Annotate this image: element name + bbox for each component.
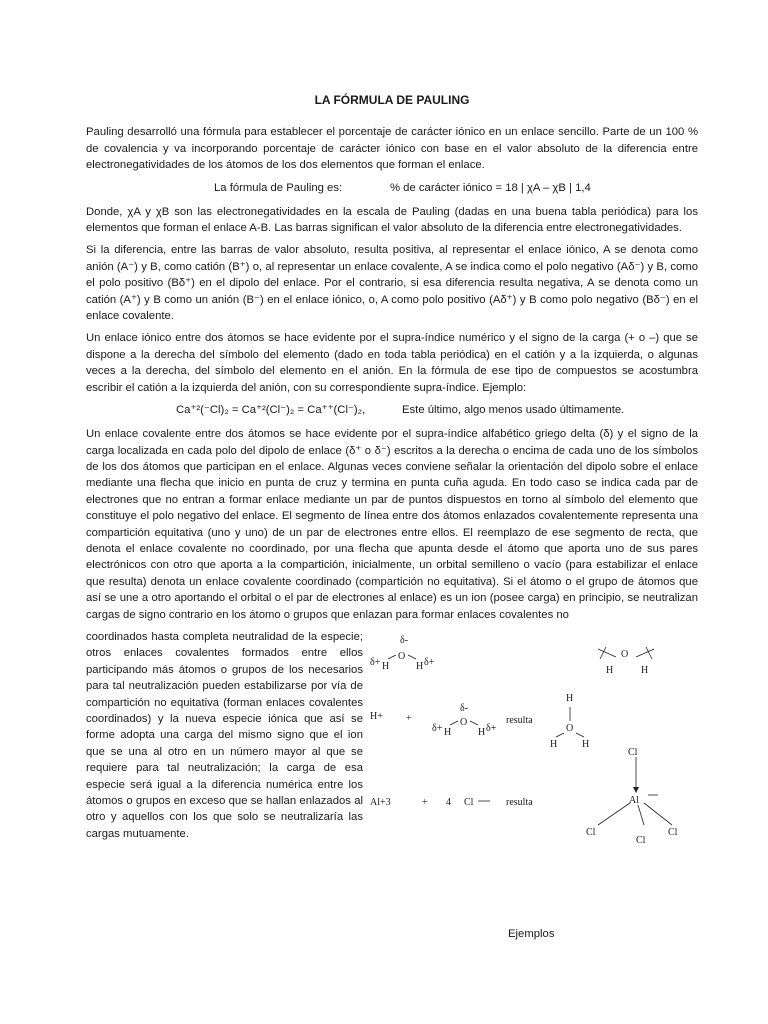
paragraph-intro: Pauling desarrolló una fórmula para establecer el porcentaje de carácter iónico en un enlace sencillo. Parte de un 100 % de covalencia y va incorporando porcentaje de carácter iónico con base en el valor absoluto de la diferencia entre electronegatividades de los átomos de los dos elementos que forman el enlace. xyxy=(86,126,698,172)
water2-h1: H xyxy=(444,726,452,738)
example-line xyxy=(86,402,698,420)
water-h2-charge: δ+ xyxy=(424,656,435,668)
water2-oxygen: O xyxy=(460,716,468,728)
water-oxygen: O xyxy=(398,650,406,662)
hydronium-h-right: H xyxy=(582,738,590,750)
paragraph-ionic-bond: Un enlace iónico entre dos átomos se hace evidente por el supra-índice numérico y el signo de la carga (+ o –) que se dispone a la derecha del símbolo del elemento (dado en toda tabla periódica) en el catión y a la izquierda, o algunas veces a la derecha, del símbolo del elemento en el anión. En la fórmula de ese tipo de compuestos se acostumbra escribir el catión a la izquierda del anión, con su correspondiente supra-índice. Ejemplo: xyxy=(86,332,698,394)
resulta-label-1: resulta xyxy=(506,714,533,726)
product-aluminum: Al xyxy=(629,794,639,806)
paragraph-sign-rules: Si la diferencia, entre las barras de valor absoluto, resulta positiva, al representar el enlace iónico, A se denota como anión (A⁻) y B, como catión (B⁺) o, al representar un enlace covalente, A se indica como el polo negativo (Aδ⁻) y B, como el polo positivo (Bδ⁺) en el dipolo del enlace. Por el contrario, si esa diferencia resulta negativa, A se denota como un catión (A⁺) y B como un anión (B⁻) en el enlace iónico, o, A como polo positivo (Aδ⁺) y B como polo negativo (Bδ⁻) en el enlace covalente. xyxy=(86,244,698,323)
document-page xyxy=(86,92,698,869)
left-column xyxy=(86,629,363,842)
water-h1-charge: δ+ xyxy=(370,656,381,668)
paragraph-covalent-bond: Un enlace covalente entre dos átomos se hace evidente por el supra-índice alfabético griego delta (δ) y el signo de la carga localizada en cada polo del dipolo de enlace (δ⁺ o δ⁻) escritos a la derecha o encima de cada uno de los símbolos de los dos átomos que participan en el enlace. Algunas veces conviene señalar la orientación del dipolo sobre el enlace mediante una flecha que inicio en punta de cruz y termina en punta cuña aguda. En todo caso se indica cada par de electrones que no entran a formar enlace mediante un par de puntos dispuestos en torno al símbolo del elemento que constituye el polo negativo del enlace. El segmento de línea entre dos átomos enlazados covalentemente representa una compartición equitativa (uno y uno) de un par de electrones entre ellos. El reemplazo de ese segmento de recta, que denota el enlace covalente no coordinado, por una flecha que apunta desde el átomo que aporta uno de sus pares electrónicos con otro que aporta a la compartición, inicialmente, un orbital semilleno o vacío (para estabilizar el enlace que resulta) denota un enlace covalente coordinado (compartición no equitativa). Si el átomo o el grupo de átomos que así se une a otro aportando el orbital o el par de electrones al enlace) es un ion (posee carga) en principio, se neutralizan cargas de signo contrario en los átomo o grupos que enlazan para formar enlaces covalentes no xyxy=(86,428,698,621)
water2-h1-charge: δ+ xyxy=(432,722,443,734)
bottom-section xyxy=(86,629,698,869)
chloride-count: 4 xyxy=(446,796,451,808)
aluminum-ion: Al+3 xyxy=(370,796,391,808)
hydronium-h-left: H xyxy=(550,738,558,750)
water2-h2: H xyxy=(478,726,486,738)
product-cl-left: Cl xyxy=(586,826,596,838)
example-equation: Ca⁺²(⁻Cl)₂ = Ca⁺²(Cl⁻)₂ = Ca⁺⁺(Cl⁻)₂, xyxy=(176,404,366,417)
hydronium-top-h: H xyxy=(566,692,574,704)
product-cl-top: Cl xyxy=(628,746,638,758)
water-h2: H xyxy=(416,660,424,672)
dipole-water-h1: H xyxy=(606,664,614,676)
water-oxygen-charge: δ- xyxy=(400,634,409,646)
plus-sign-2: + xyxy=(422,796,428,808)
chemical-examples-figure xyxy=(366,629,706,877)
resulta-label-2: resulta xyxy=(506,796,533,808)
paragraph-definitions: Donde, χA y χB son las electronegatividades en la escala de Pauling (dadas en una buena tabla periódica) para los elementos que forman el enlace A-B. Las barras significan el valor absoluto de la diferencia entre electronegatividades. xyxy=(86,205,698,235)
plus-sign-1: + xyxy=(406,712,412,724)
proton: H+ xyxy=(370,710,383,722)
figure-caption: Ejemplos xyxy=(508,928,555,940)
product-cl-bottom: Cl xyxy=(636,834,646,846)
dipole-water-oxygen: O xyxy=(621,648,629,660)
hydronium-oxygen: O xyxy=(566,722,574,734)
dipole-water-h2: H xyxy=(641,664,649,676)
formula-label: La fórmula de Pauling es: xyxy=(214,181,343,194)
paragraph-neutralization: coordinados hasta completa neutralidad de la especie; otros enlaces covalentes formados entre ellos participando más átomos o grupos de los necesarios para tal neutralización pueden estabilizarse por vía de compartición no equitativa (forman enlaces covalentes coordinados) y la nueva especie iónica que así se forme adopta una carga del mismo signo que el ion que se una al otro en un número mayor al que se requiere para tal neutralización; la carga de esa especie será igual a la diferencia numérica entre los átomos o grupos en exceso que se hallan enlazados al otro y aquellos con los que solo se neutralizaría las cargas mutuamente. xyxy=(86,630,363,840)
water2-oxygen-charge: δ- xyxy=(460,702,469,714)
product-cl-right: Cl xyxy=(668,826,678,838)
document-title: LA FÓRMULA DE PAULING xyxy=(314,93,470,107)
water2-h2-charge: δ+ xyxy=(486,722,497,734)
chloride-reactant: Cl xyxy=(464,796,474,808)
pauling-formula: % de carácter iónico = 18 | χA – χB | 1,4 xyxy=(390,181,591,194)
example-note: Este último, algo menos usado últimamente. xyxy=(402,404,625,417)
water-h1: H xyxy=(382,660,390,672)
formula-line xyxy=(86,180,698,198)
